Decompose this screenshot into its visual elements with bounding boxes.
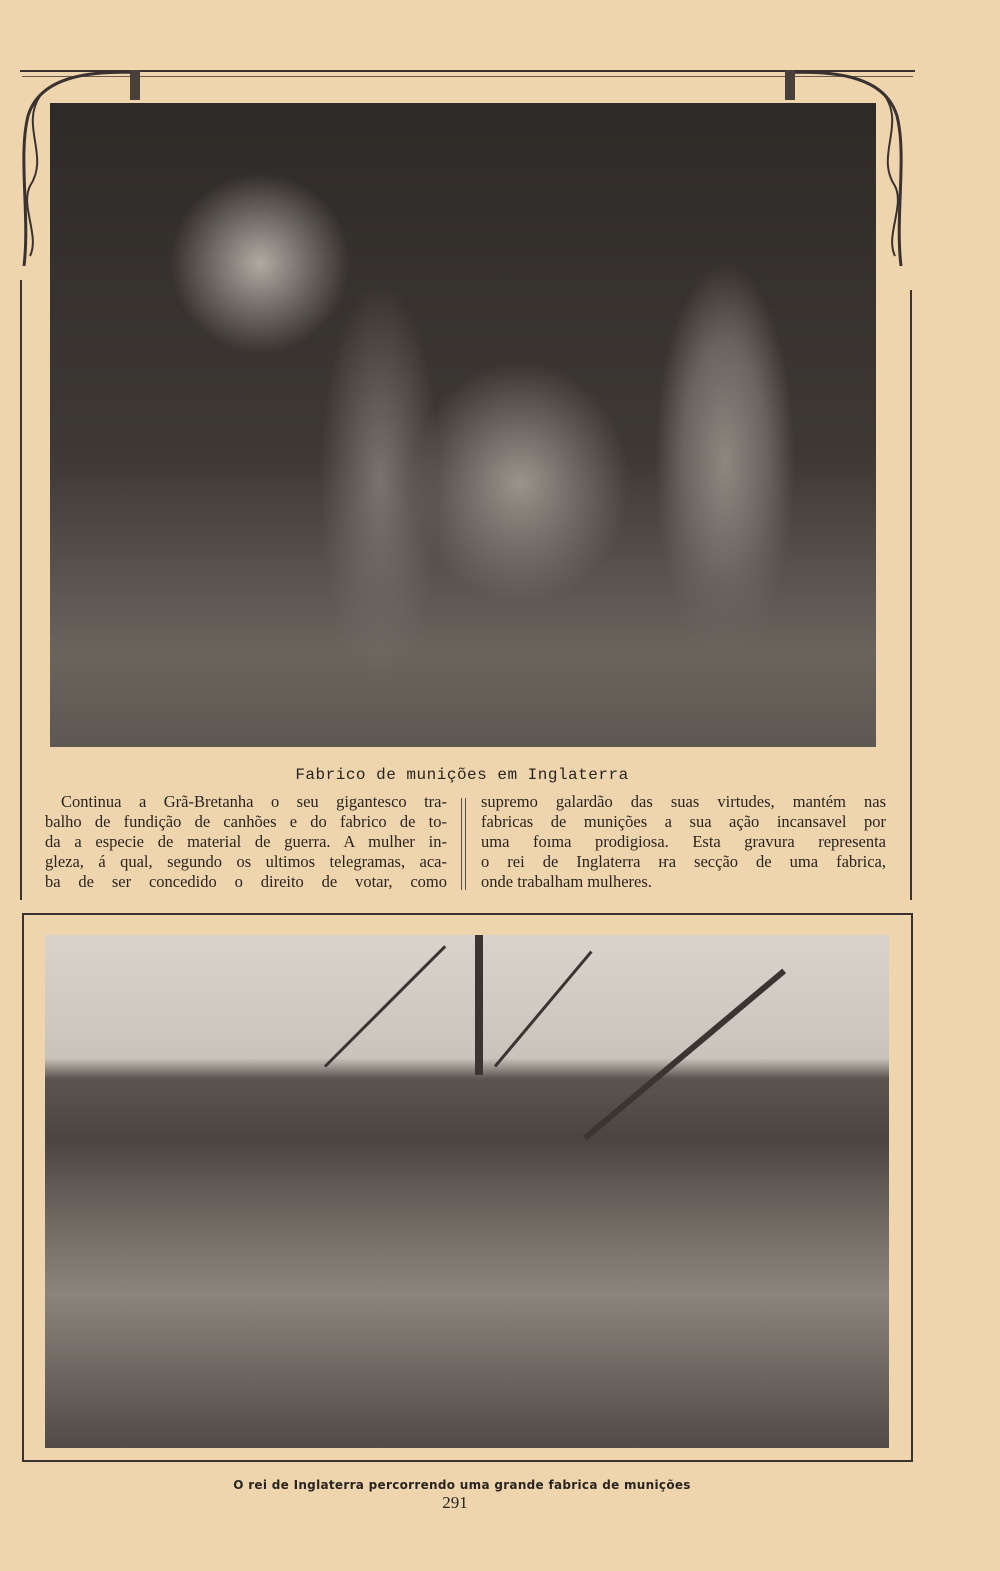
column-divider	[461, 798, 462, 890]
text-line: balho de fundição de canhões e do fabrico de to-	[45, 812, 447, 831]
article-title: Fabrico de munições em Inglaterra	[295, 766, 629, 784]
text-line: uma foıma prodigiosa. Esta gravura representa	[481, 832, 886, 851]
text-line: gleza, á qual, segundo os ultimos telegramas, aca-	[45, 852, 447, 871]
text-line: supremo galardão das suas virtudes, mantém nas	[481, 792, 886, 811]
crane-boom	[583, 969, 786, 1141]
bottom-photo-caption: O rei de Inglaterra percorrendo uma grande fabrica de munições	[233, 1478, 691, 1492]
column-divider	[465, 798, 466, 890]
text-line: Continua a Grã-Bretanha o seu gigantesco tra-	[61, 792, 447, 811]
article-right-column	[481, 792, 886, 892]
frame-right-rule	[910, 290, 912, 900]
text-line: o rei de Inglaterra ҥa secção de uma fabrica,	[481, 852, 886, 871]
text-line: ba de ser concedido o direito de votar, como	[45, 872, 447, 891]
page-number: 291	[442, 1493, 468, 1512]
photo-king-touring-munitions-yard	[45, 935, 889, 1448]
frame-top-rule	[20, 70, 915, 72]
crane-tower	[475, 935, 483, 1075]
text-line: fabricas de munições a sua ação incansavel por	[481, 812, 886, 831]
photo-king-visiting-munitions-workers	[50, 103, 876, 747]
text-line: da a especie de material de guerra. A mulher in-	[45, 832, 447, 851]
frame-left-rule	[20, 280, 22, 900]
crane-boom	[324, 945, 446, 1067]
frame-top-rule-inner	[22, 76, 913, 77]
text-line: onde trabalham mulheres.	[481, 872, 652, 891]
article-left-column	[45, 792, 447, 892]
crane-boom	[494, 951, 593, 1068]
